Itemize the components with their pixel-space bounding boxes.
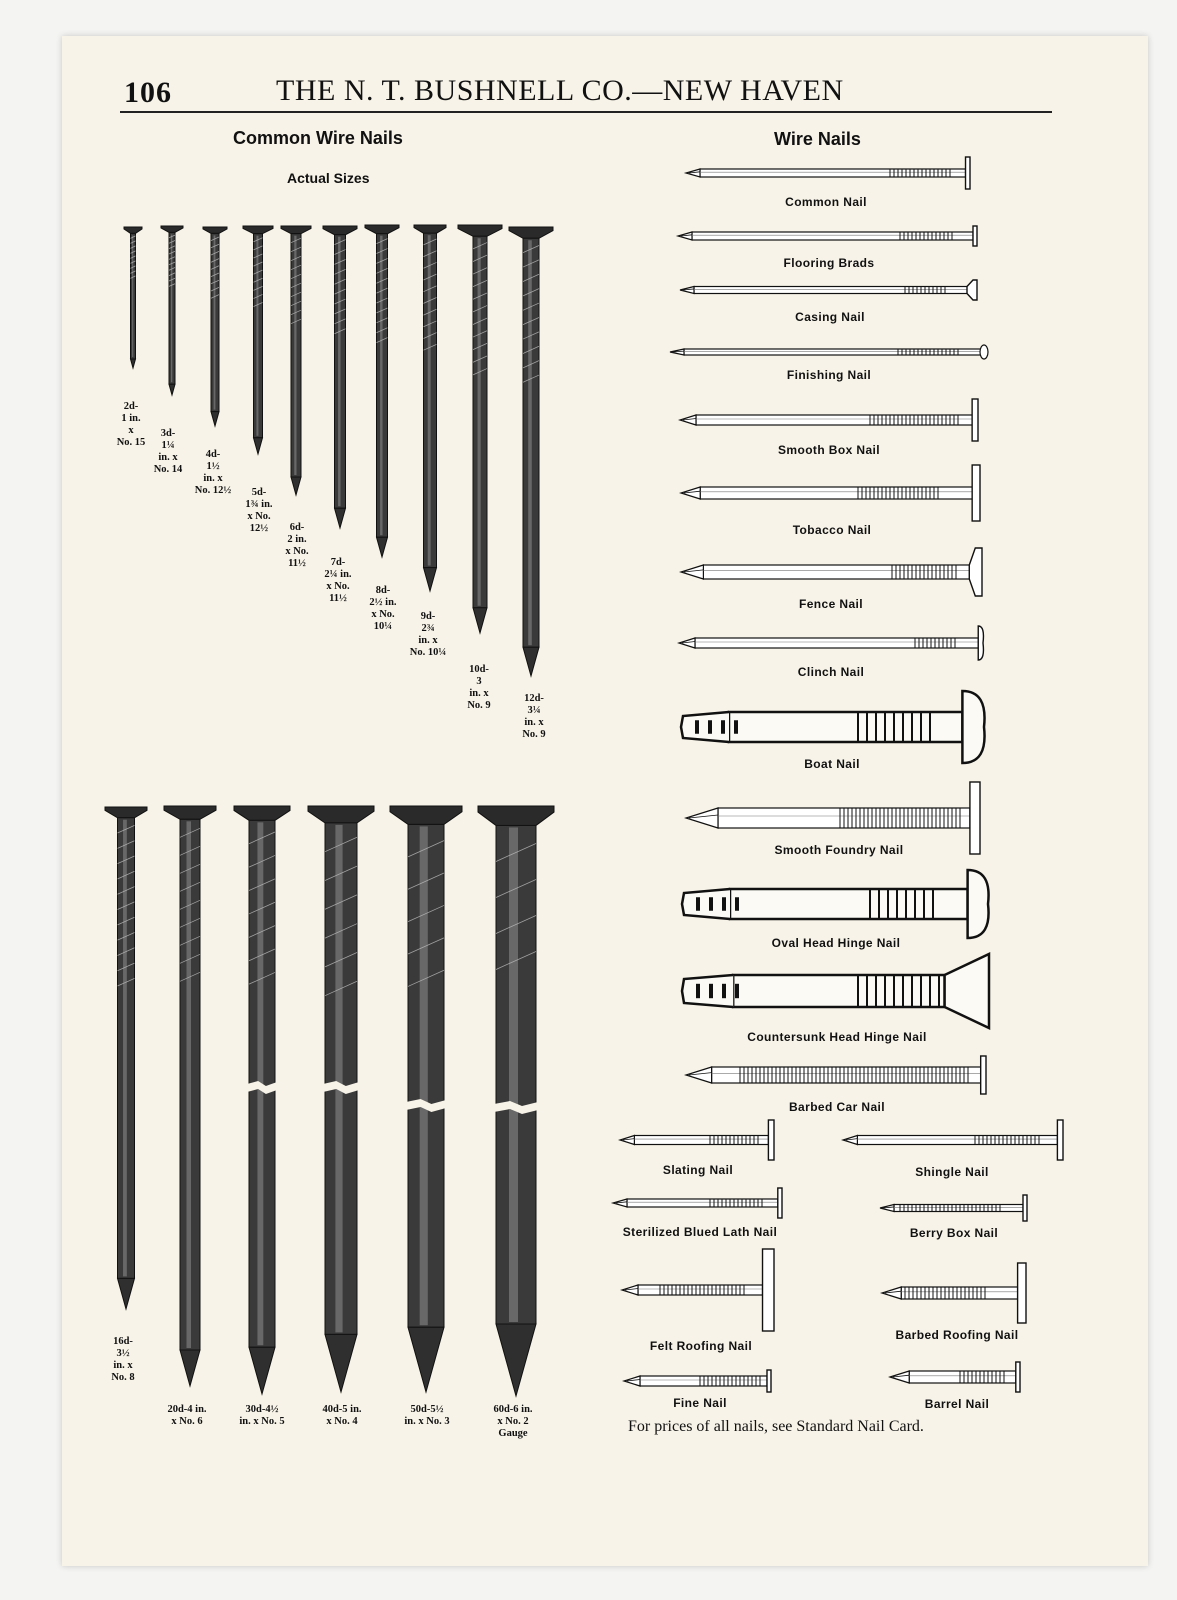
nail-image	[237, 220, 279, 460]
nail-image	[155, 220, 189, 401]
nail-size-label: 5d- 1¾ in. x No. 12½	[245, 487, 273, 534]
footer-note: For prices of all nails, see Standard Nail Card.	[628, 1418, 924, 1435]
nail-image	[359, 219, 405, 563]
nail-image	[664, 339, 993, 365]
page-title: THE N. T. BUSHNELL CO.—NEW HAVEN	[276, 74, 844, 107]
nail-image	[674, 393, 984, 447]
nail-type-label: Berry Box Nail	[909, 1226, 999, 1240]
nail-type-label: Tobacco Nail	[792, 523, 872, 537]
nail-image	[452, 219, 508, 639]
nail-type-label: Felt Roofing Nail	[649, 1339, 753, 1353]
nail-size-label: 16d- 3½ in. x No. 8	[111, 1336, 135, 1383]
nail-image	[876, 1257, 1032, 1329]
nail-image	[472, 800, 560, 1402]
nail-type-label: Barbed Roofing Nail	[895, 1328, 1019, 1342]
nail-image	[874, 1189, 1033, 1227]
page-number: 106	[124, 76, 172, 109]
nail-size-label: 6d- 2 in. x No. 11½	[285, 522, 309, 569]
nail-image	[302, 800, 380, 1398]
nail-size-label: 4d- 1½ in. x No. 12½	[194, 449, 232, 496]
nail-image	[837, 1114, 1069, 1166]
nail-type-label: Clinch Nail	[797, 665, 865, 679]
nail-type-label: Sterilized Blued Lath Nail	[622, 1225, 778, 1239]
nail-image	[673, 620, 989, 666]
nail-size-label: 12d- 3¼ in. x No. 9	[522, 693, 546, 740]
nail-type-label: Shingle Nail	[915, 1165, 989, 1179]
nail-image	[675, 542, 988, 602]
nail-image	[118, 221, 148, 374]
wire-nails-title: Wire Nails	[774, 129, 861, 149]
nail-image	[99, 801, 153, 1315]
nail-type-label: Smooth Foundry Nail	[774, 843, 904, 857]
nail-image	[503, 221, 559, 682]
nail-image	[607, 1182, 788, 1224]
nail-image	[384, 800, 468, 1398]
nail-type-label: Casing Nail	[795, 310, 865, 324]
nail-type-label: Barbed Car Nail	[788, 1100, 886, 1114]
nail-type-label: Countersunk Head Hinge Nail	[747, 1030, 927, 1044]
nail-image	[614, 1114, 780, 1166]
nail-image	[676, 948, 995, 1034]
nail-type-label: Slating Nail	[662, 1163, 734, 1177]
nail-size-label: 7d- 2¼ in. x No. 11½	[324, 557, 352, 604]
nail-image	[228, 800, 296, 1400]
nail-image	[675, 459, 986, 527]
nail-type-label: Flooring Brads	[783, 256, 875, 270]
common-wire-nails-title: Common Wire Nails	[233, 128, 403, 148]
nail-size-label: 9d- 2¾ in. x No. 10¼	[409, 611, 447, 658]
nail-image	[672, 220, 983, 252]
nail-image	[680, 151, 976, 195]
nail-type-label: Finishing Nail	[786, 368, 872, 382]
nail-image	[676, 864, 994, 944]
nail-size-label: 3d- 1¼ in. x No. 14	[153, 428, 183, 475]
nail-image	[680, 1050, 992, 1100]
nail-size-label: 20d-4 in. x No. 6	[167, 1404, 207, 1427]
nail-type-label: Fence Nail	[798, 597, 864, 611]
nail-type-label: Common Nail	[785, 195, 867, 209]
nail-image	[275, 220, 317, 501]
nail-size-label: 2d- 1 in. x No. 15	[116, 401, 146, 448]
nail-image	[197, 221, 233, 432]
nail-size-label: 50d-5½ in. x No. 3	[404, 1404, 450, 1427]
nail-size-label: 30d-4½ in. x No. 5	[239, 1404, 285, 1427]
header-rule	[120, 111, 1052, 113]
nail-image	[884, 1356, 1026, 1398]
nail-image	[674, 274, 983, 306]
nail-image	[317, 220, 363, 534]
nail-type-label: Fine Nail	[673, 1396, 727, 1410]
actual-sizes-subtitle: Actual Sizes	[287, 170, 370, 186]
nail-image	[616, 1243, 780, 1337]
nail-size-label: 40d-5 in. x No. 4	[322, 1404, 362, 1427]
nail-image	[618, 1364, 777, 1398]
nail-size-label: 60d-6 in. x No. 2 Gauge	[493, 1404, 533, 1439]
nail-size-label: 10d- 3 in. x No. 9	[467, 664, 491, 711]
nail-type-label: Barrel Nail	[924, 1397, 990, 1411]
nail-type-label: Oval Head Hinge Nail	[771, 936, 901, 950]
nail-type-label: Boat Nail	[804, 757, 860, 771]
nail-type-label: Smooth Box Nail	[777, 443, 881, 457]
nail-size-label: 8d- 2½ in. x No. 10¼	[369, 585, 397, 632]
nail-image	[158, 800, 222, 1392]
nail-image	[408, 219, 452, 597]
